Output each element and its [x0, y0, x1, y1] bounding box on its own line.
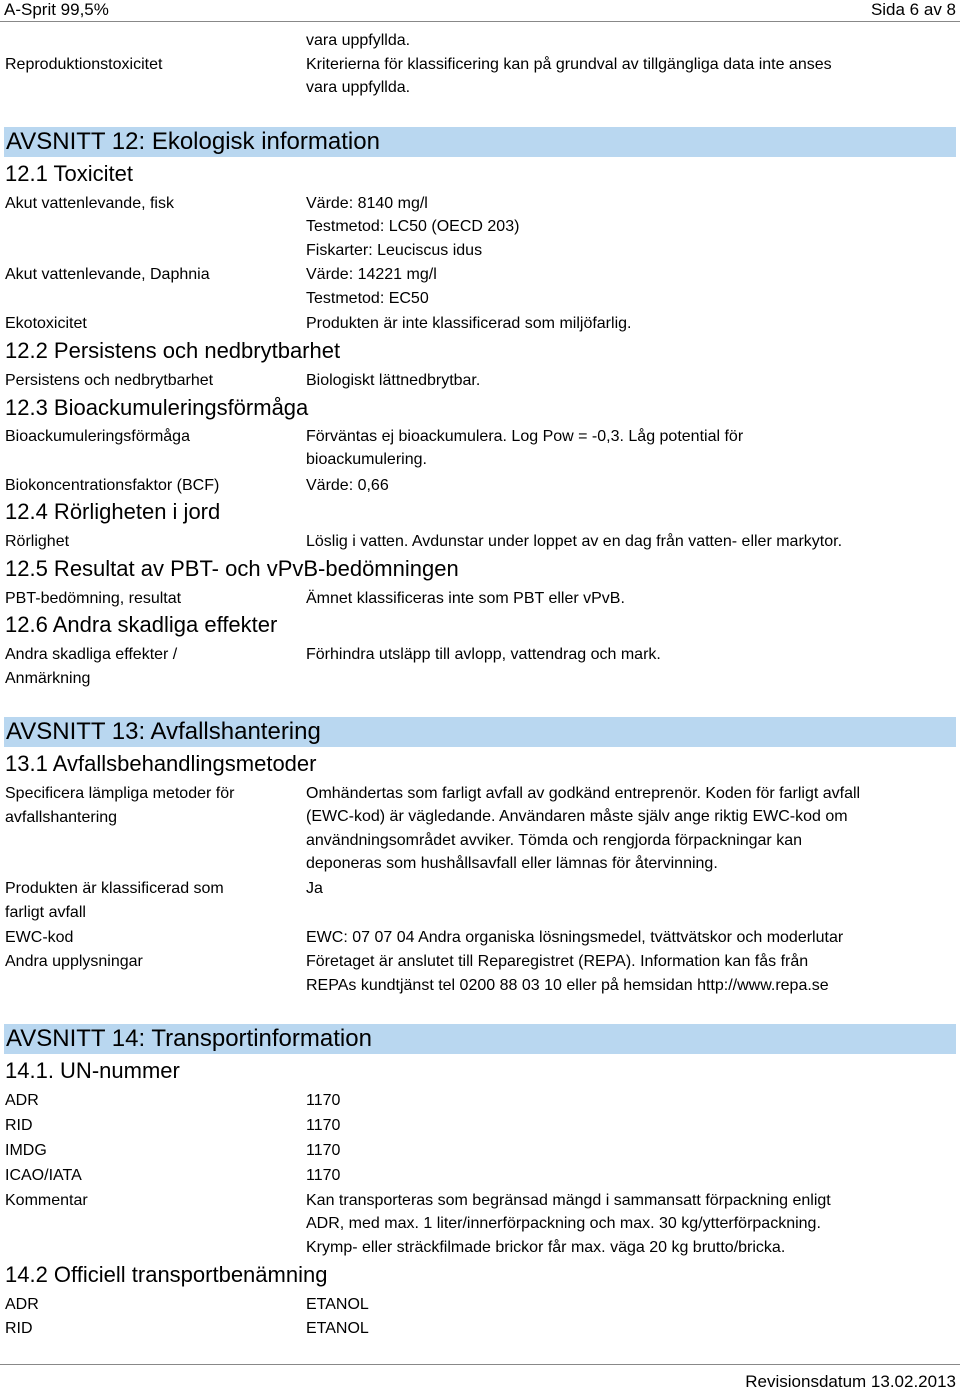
field-label: Persistens och nedbrytbarhet [5, 372, 214, 389]
field-value: vara uppfyllda. [306, 32, 411, 49]
field-value: 1170 [306, 1167, 341, 1184]
field-label: EWC-kod [5, 929, 74, 946]
field-label: Akut vattenlevande, fisk [5, 195, 174, 212]
field-value: 1170 [306, 1117, 341, 1134]
field-label: RID [5, 1320, 33, 1337]
section-heading: AVSNITT 13: Avfallshantering [4, 717, 956, 747]
field-label: avfallshantering [5, 809, 118, 826]
field-label: ADR [5, 1092, 39, 1109]
field-label: Andra skadliga effekter / [5, 646, 178, 663]
revision-date: Revisionsdatum 13.02.2013 [745, 1372, 956, 1391]
field-value: Värde: 14221 mg/l [306, 266, 437, 283]
field-label: farligt avfall [5, 904, 86, 921]
subsection-heading: 14.1. UN-nummer [5, 1058, 180, 1083]
section-heading: AVSNITT 12: Ekologisk information [4, 127, 956, 157]
document-title: A-Sprit 99,5% [4, 0, 109, 19]
field-label: Ekotoxicitet [5, 315, 87, 332]
field-value: vara uppfyllda. [306, 79, 411, 96]
field-value: Testmetod: EC50 [306, 290, 429, 307]
field-value: Löslig i vatten. Avdunstar under loppet av en dag från vatten- eller markytor. [306, 533, 843, 550]
field-value: Fiskarter: Leuciscus idus [306, 242, 483, 259]
field-label: Rörlighet [5, 533, 70, 550]
field-value: Värde: 0,66 [306, 477, 389, 494]
field-value: Värde: 8140 mg/l [306, 195, 428, 212]
field-value: Testmetod: LC50 (OECD 203) [306, 218, 520, 235]
field-label: Andra upplysningar [5, 953, 143, 970]
field-label: Produkten är klassificerad som [5, 880, 224, 897]
field-value: ADR, med max. 1 liter/innerförpackning och max. 30 kg/ytterförpackning. [306, 1215, 821, 1232]
section-heading: AVSNITT 14: Transportinformation [4, 1024, 956, 1054]
page-header [4, 0, 956, 20]
field-value: 1170 [306, 1092, 341, 1109]
field-value: REPAs kundtjänst tel 0200 88 03 10 eller på hemsidan http://www.repa.se [306, 977, 829, 994]
field-value: Krymp- eller sträckfilmade brickor får max. väga 20 kg brutto/bricka. [306, 1239, 786, 1256]
field-value: Ja [306, 880, 323, 897]
field-label: Specificera lämpliga metoder för [5, 785, 235, 802]
footer-divider [0, 1364, 960, 1365]
field-value: bioackumulering. [306, 451, 427, 468]
field-label: IMDG [5, 1142, 47, 1159]
subsection-heading: 13.1 Avfallsbehandlingsmetoder [5, 751, 317, 776]
field-label: Bioackumuleringsförmåga [5, 428, 190, 445]
field-label: RID [5, 1117, 33, 1134]
field-value: Förväntas ej bioackumulera. Log Pow = -0,3. Låg potential för [306, 428, 744, 445]
page-number: Sida 6 av 8 [870, 0, 956, 19]
subsection-heading: 12.6 Andra skadliga effekter [5, 612, 278, 637]
field-label: Anmärkning [5, 670, 91, 687]
field-value: ETANOL [306, 1296, 369, 1313]
field-label: Reproduktionstoxicitet [5, 56, 163, 73]
field-label: PBT-bedömning, resultat [5, 590, 182, 607]
field-value: Ämnet klassificeras inte som PBT eller vPvB. [306, 590, 625, 607]
field-value: deponeras som hushållsavfall eller lämnas för återvinning. [306, 855, 718, 872]
field-value: 1170 [306, 1142, 341, 1159]
field-value: Företaget är anslutet till Reparegistret (REPA). Information kan fås från [306, 953, 809, 970]
subsection-heading: 14.2 Officiell transportbenämning [5, 1262, 328, 1287]
field-label: Biokoncentrationsfaktor (BCF) [5, 477, 220, 494]
field-label: ICAO/IATA [5, 1167, 82, 1184]
subsection-heading: 12.3 Bioackumuleringsförmåga [5, 395, 309, 420]
field-value: ETANOL [306, 1320, 369, 1337]
field-value: Kriterierna för klassificering kan på grundval av tillgängliga data inte anses [306, 56, 832, 73]
field-label: Akut vattenlevande, Daphnia [5, 266, 210, 283]
field-value: Förhindra utsläpp till avlopp, vattendrag och mark. [306, 646, 661, 663]
subsection-heading: 12.4 Rörligheten i jord [5, 499, 221, 524]
field-value: Kan transporteras som begränsad mängd i sammansatt förpackning enligt [306, 1192, 831, 1209]
subsection-heading: 12.1 Toxicitet [5, 161, 134, 186]
field-value: Omhändertas som farligt avfall av godkänd entreprenör. Koden för farligt avfall [306, 785, 861, 802]
field-value: Biologiskt lättnedbrytbar. [306, 372, 481, 389]
header-divider [0, 21, 960, 22]
subsection-heading: 12.5 Resultat av PBT- och vPvB-bedömningen [5, 556, 459, 581]
field-label: Kommentar [5, 1192, 88, 1209]
field-label: ADR [5, 1296, 39, 1313]
field-value: EWC: 07 07 04 Andra organiska lösningsmedel, tvättvätskor och moderlutar [306, 929, 844, 946]
field-value: användningsområdet avviker. Tömda och rengjorda förpackningar kan [306, 832, 802, 849]
field-value: (EWC-kod) är vägledande. Användaren måste själv ange riktig EWC-kod om [306, 808, 848, 825]
field-value: Produkten är inte klassificerad som miljöfarlig. [306, 315, 632, 332]
subsection-heading: 12.2 Persistens och nedbrytbarhet [5, 338, 341, 363]
